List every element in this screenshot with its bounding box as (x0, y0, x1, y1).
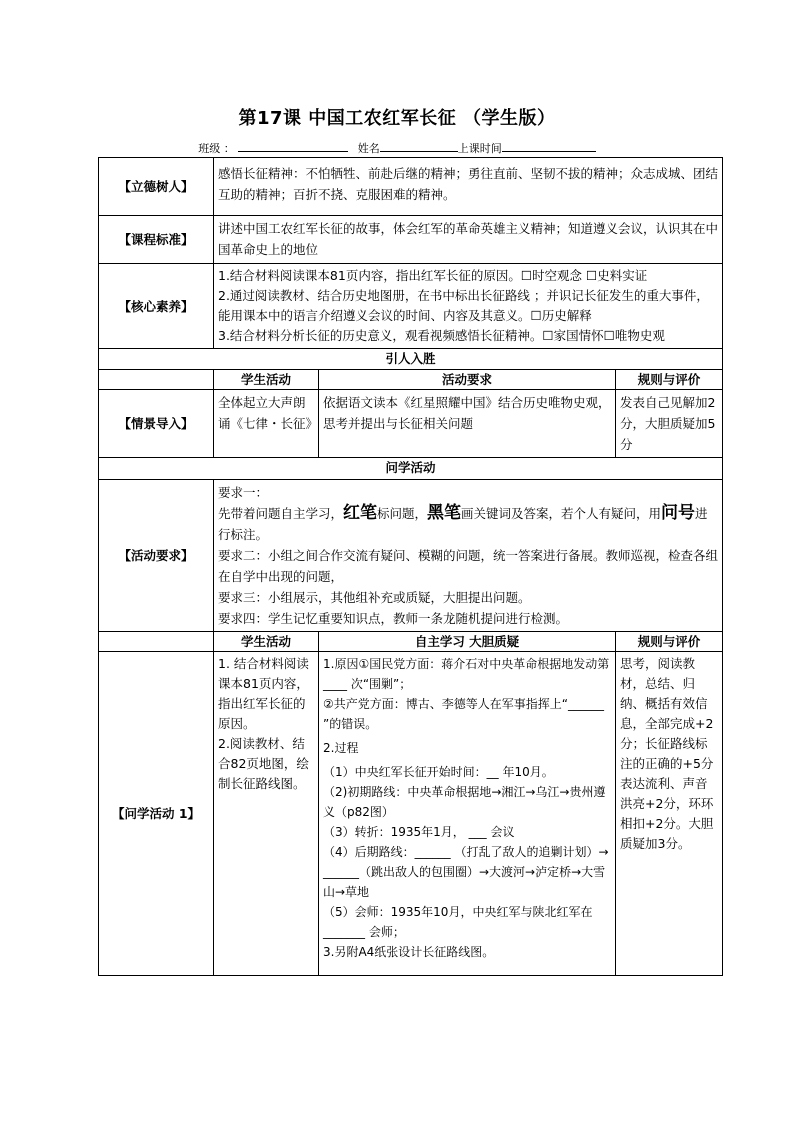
row-label: 【问学活动 1】 (99, 652, 214, 976)
name-label: 姓名 (357, 142, 380, 155)
row-hexin (99, 264, 723, 349)
row-label: 【核心素养】 (99, 264, 214, 349)
row-qingjing (99, 390, 723, 458)
study-cell (319, 652, 616, 976)
study-line: （2)初期路线：中央革命根据地→湘江→乌江→贵州遵义（p82图） (323, 785, 606, 819)
literacy-line-2: 2.通过阅读教材、结合历史地图册，在书中标出长征路线 ；并识记长征发生的重大事件，能用课本中的语言介绍遵义会议的时间、内容及其意义。☐历史解释 (218, 288, 709, 323)
requirement-2: 要求二：小组之间合作交流有疑问、模糊的问题，统一答案进行备展。教师巡视，检查各组在自学中出现的问题， (218, 548, 719, 584)
section-title: 引人入胜 (99, 349, 723, 370)
student-cell: 全体起立大声朗诵《七律・长征》 (214, 390, 319, 458)
rules-cell: 思考，阅读教材，总结、归纳、概括有效信息，全部完成+2分；长征路线标注的正确的+5分表达流利、声音洪亮+2分，环环相扣+2分。大胆质疑加3分。 (616, 652, 723, 976)
column-header-row (99, 370, 723, 390)
row-kecheng (99, 216, 723, 264)
student-activity-1: 1. 结合材料阅读课本81页内容，指出红军长征的原因。 (218, 656, 309, 731)
row-lide (99, 158, 723, 216)
column-header-row (99, 632, 723, 652)
red-pen-word: 红笔 (343, 503, 378, 523)
page-title: 第17课 中国工农红军长征 （学生版） (238, 108, 556, 129)
study-line: （1）中央红军长征开始时间：__ 年10月。 (323, 765, 554, 779)
study-line: （4）后期路线：______ （打乱了敌人的追剿计划）→ ______（跳出敌人的包围圈）→大渡河→泸定桥→大雪山→草地 (323, 845, 609, 899)
time-blank[interactable] (502, 141, 596, 152)
section-title: 问学活动 (99, 458, 723, 480)
study-line: （3）转折：1935年1月， ___ 会议 (323, 825, 515, 839)
req-text: 先带着问题自主学习， (218, 506, 344, 521)
row-label: 【立德树人】 (99, 158, 214, 216)
requirement-1 (218, 503, 708, 542)
study-line: 2.过程 (323, 741, 359, 755)
row-label: 【活动要求】 (99, 480, 214, 632)
requirement-3: 要求三：小组展示，其他组补充或质疑，大胆提出问题。 (218, 590, 531, 605)
row-content (214, 480, 723, 632)
class-label: 班级 ： (198, 142, 235, 155)
header-rules: 规则与评价 (616, 632, 723, 652)
row-huodong (99, 480, 723, 632)
empty-header-cell (99, 632, 214, 652)
row-content (214, 264, 723, 349)
row-content: 感悟长征精神：不怕牺牲、前赴后继的精神；勇往直前、坚韧不拔的精神；众志成城、团结互助的精神；百折不挠、克服困难的精神。 (214, 158, 723, 216)
rules-cell: 发表自己见解加2分，大胆质疑加5分 (616, 390, 723, 458)
study-line: ②共产党方面：博古、李德等人在军事指挥上“______ ”的错误。 (323, 697, 604, 731)
row-label: 【课程标准】 (99, 216, 214, 264)
header-student: 学生活动 (214, 370, 319, 390)
section-header-row (99, 349, 723, 370)
literacy-line-1: 1.结合材料阅读课本81页内容，指出红军长征的原因。☐时空观念 ☐史料实证 (218, 268, 648, 283)
black-pen-word: 黑笔 (427, 503, 462, 523)
req-text: 画关键词及答案，若个人有疑问，用 (461, 506, 662, 521)
row-label: 【情景导入】 (99, 390, 214, 458)
study-line: 3.另附A4纸张设计长征路线图。 (323, 945, 495, 959)
header-requirement: 活动要求 (319, 370, 616, 390)
row-content: 讲述中国工农红军长征的故事，体会红军的革命英雄主义精神；知道遵义会议，认识其在中国革命史上的地位 (214, 216, 723, 264)
req-text: 标问题， (377, 506, 428, 521)
row-wenxue-1 (99, 652, 723, 976)
lesson-table (98, 157, 723, 976)
empty-header-cell (99, 370, 214, 390)
class-blank[interactable] (238, 141, 348, 152)
header-study: 自主学习 大胆质疑 (319, 632, 616, 652)
name-blank[interactable] (380, 141, 458, 152)
student-info-line (0, 140, 794, 156)
header-rules: 规则与评价 (616, 370, 723, 390)
student-activity-2: 2.阅读教材、结合82页地图，绘制长征路线图。 (218, 736, 309, 791)
requirement-1-title: 要求一： (218, 485, 269, 500)
req-text: 进行标注。 (218, 506, 708, 542)
study-line: （5）会师：1935年10月，中央红军与陕北红军在 _______ 会师； (323, 905, 593, 939)
time-label: 上课时间 (457, 142, 502, 155)
header-student: 学生活动 (214, 632, 319, 652)
study-line: 1.原因①国民党方面：蒋介石对中央革命根据地发动第____ 次“围剿”； (323, 657, 610, 691)
requirement-cell: 依据语文读本《红星照耀中国》结合历史唯物史观，思考并提出与长征相关问题 (319, 390, 616, 458)
requirement-4: 要求四：学生记忆重要知识点，教师一条龙随机提问进行检测。 (218, 611, 569, 626)
literacy-line-3: 3.结合材料分析长征的历史意义，观看视频感悟长征精神。☐家国情怀☐唯物史观 (218, 328, 665, 343)
student-cell (214, 652, 319, 976)
question-mark-word: 问号 (661, 503, 696, 523)
section-header-row (99, 458, 723, 480)
